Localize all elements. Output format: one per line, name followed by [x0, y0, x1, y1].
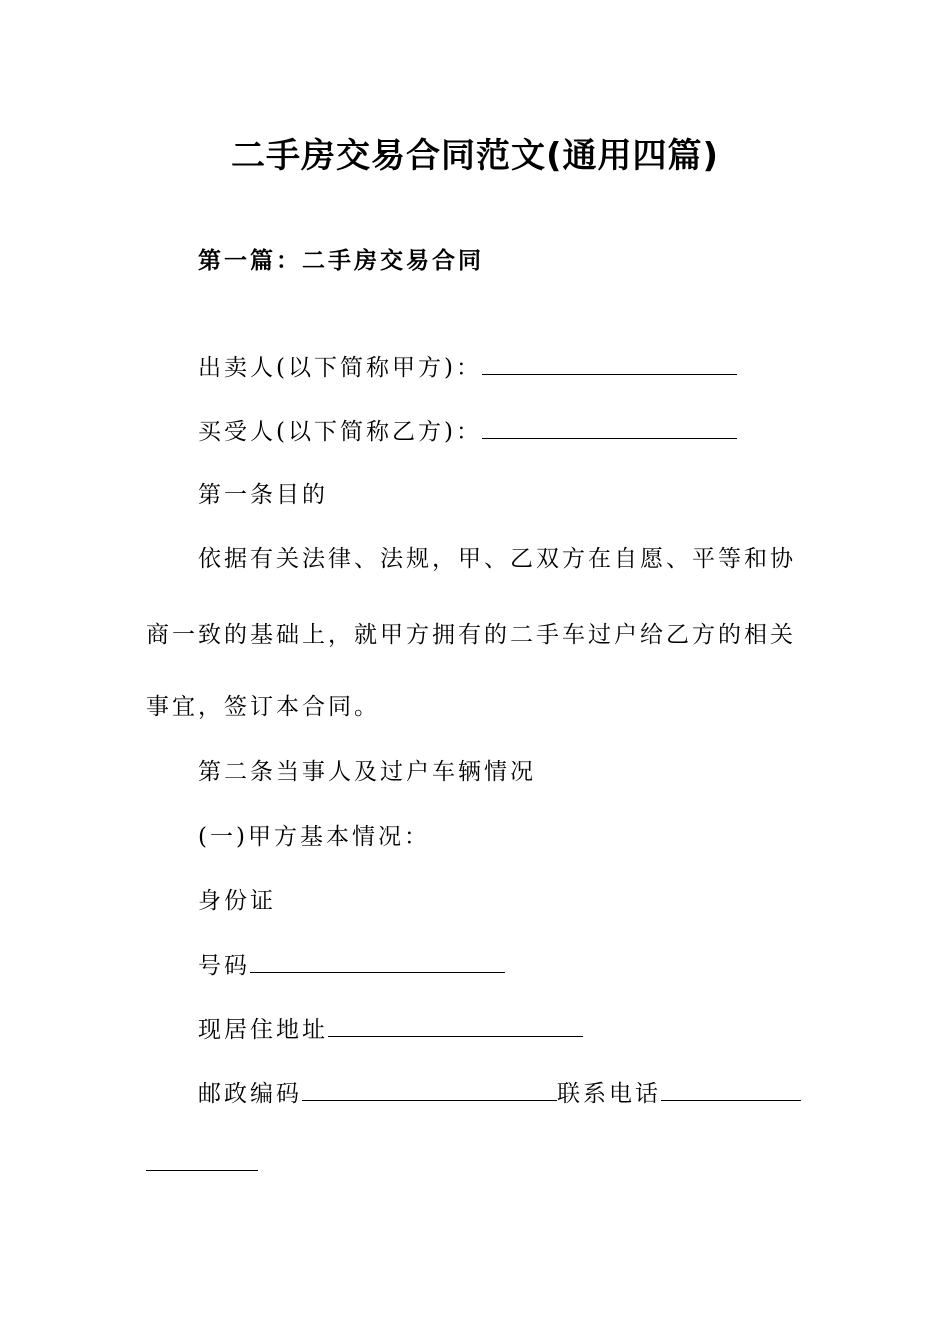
number-blank [250, 950, 505, 973]
document-title: 二手房交易合同范文(通用四篇) [230, 136, 720, 176]
seller-blank [482, 352, 737, 375]
phone-blank-continued-line [146, 1148, 258, 1179]
id-card-label: 身份证 [198, 888, 276, 914]
buyer-blank [482, 416, 737, 439]
address-line [198, 1014, 583, 1045]
postal-label: 邮政编码 [198, 1081, 302, 1107]
section-heading: 第一篇：二手房交易合同 [198, 248, 484, 274]
buyer-line [198, 416, 737, 447]
article1-text-line1: 依据有关法律、法规，甲、乙双方在自愿、平等和协 [198, 546, 796, 572]
article1-text-line3: 事宜，签订本合同。 [146, 694, 380, 720]
postal-phone-line [198, 1078, 801, 1109]
number-line [198, 950, 505, 981]
seller-label: 出卖人(以下简称甲方)： [198, 355, 482, 381]
address-label: 现居住地址 [198, 1017, 328, 1043]
seller-line [198, 352, 737, 383]
article1-text-line2: 商一致的基础上，就甲方拥有的二手车过户给乙方的相关 [146, 622, 796, 648]
address-blank [328, 1014, 583, 1037]
article1-heading: 第一条目的 [198, 482, 328, 508]
phone-blank [661, 1078, 801, 1101]
phone-blank-continued [146, 1148, 258, 1171]
party-a-basic: (一)甲方基本情况： [198, 824, 430, 850]
article2-heading: 第二条当事人及过户车辆情况 [198, 759, 536, 785]
postal-blank [302, 1078, 557, 1101]
number-label: 号码 [198, 953, 250, 979]
buyer-label: 买受人(以下简称乙方)： [198, 419, 482, 445]
phone-label: 联系电话 [557, 1081, 661, 1107]
